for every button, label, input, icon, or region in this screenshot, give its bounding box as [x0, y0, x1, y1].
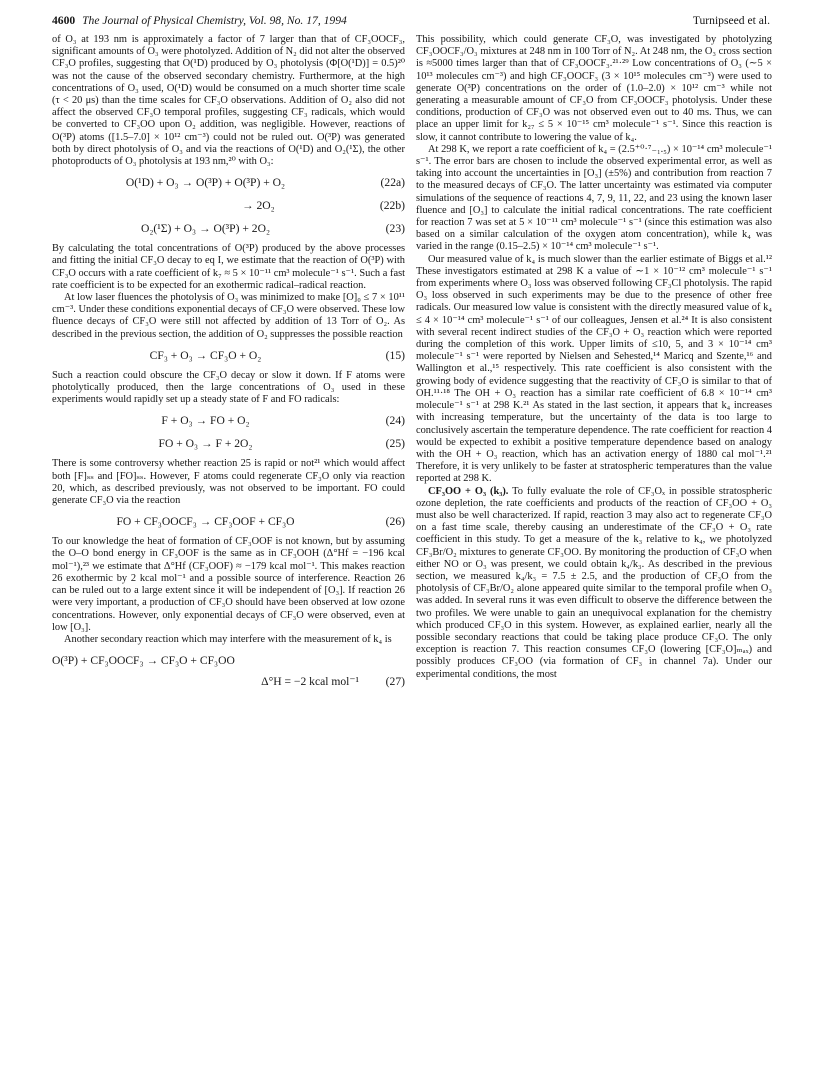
left-column: [52, 34, 405, 693]
paragraph: There is some controversy whether reaction 25 is rapid or not²¹ which would affect both [F]ₛₛ and [FO]ₛₛ. However, F atoms could regenerate CF₃O only via reaction 20, which, as described previously, was not observed to be important. FO could generate CF₃O via the reaction: [52, 458, 405, 507]
equation-27-enthalpy: [52, 670, 405, 693]
equation-25: [52, 432, 405, 455]
equation-expression: FO + CF₃OOCF₃ → CF₃OOF + CF₃O: [116, 515, 295, 529]
equation-22b: [52, 194, 405, 217]
paragraph: [416, 486, 772, 681]
equation-expression: Δ°H = −2 kcal mol⁻¹: [261, 675, 359, 689]
equation-22a: [52, 171, 405, 194]
page-number: 4600: [52, 14, 76, 27]
equation-number: (26): [385, 515, 405, 529]
equation-expression: → 2O₂: [242, 199, 275, 213]
equation-27: [52, 649, 405, 672]
equation-15: [52, 344, 405, 367]
paragraph: By calculating the total concentrations of O(³P) produced by the above processes and fitting the initial CF₃O decay to eq I, we estimate that the reaction of O(³P) with CF₃O occurs with a rate coefficient of k₇ ≈ 5 × 10⁻¹¹ cm³ molecule⁻¹ s⁻¹. Such a fast rate coefficient is to be expected for an exothermic radical–radical reaction.: [52, 243, 405, 291]
paragraph-body: To fully evaluate the role of CF₃Oₓ in possible stratospheric ozone depletion, the rate coefficients and products of the reaction of CF₃OO + O₃ must also be well characterized. If rapid, reaction 3 may also act to regenerate CF₃O on a fast time scale, thereby causing an underestimate of the CF₃O + O₃ rate coefficient in this study. To get a measure of the k₃ relative to k₄, we photolyzed CF₃Br/O₂ mixtures to generate CF₃OO. By monitoring the production of CF₃O when either NO or O₃ was present, we could obtain k₄/k₃. As described in the previous section, we measured k₄/k₃ = 7.5 ± 2.5, and the production of CF₃O from the photolysis of CF₃Br/O₂ alone appeared quite similar to the temporal profile when O₃ was added. In several runs it was even difficult to observe the difference between the two profiles. We were unable to gain an unequivocal explanation for the chemistry which produced CF₃O in this system. However, as explained earlier, nearly all the possible secondary reactions that could be taking place produce CF₃O. The only exception is reaction 7. This reaction consumes CF₃O (lowering [CF₃O]ₘₐₓ) and possibly produces CF₃OO (via formation of CF₃ in channel 7a). Under our experimental conditions, the most: [416, 485, 772, 680]
equation-expression: FO + O₃ → F + 2O₂: [158, 437, 253, 451]
running-authors: Turnipseed et al.: [692, 14, 770, 27]
right-column: [416, 34, 772, 681]
equation-number: (24): [385, 414, 405, 428]
paragraph: To our knowledge the heat of formation of CF₃OOF is not known, but by assuming the O–O bond energy in CF₃OOF is the same as in CF₃OOH (Δ°Hf = −196 kcal mol⁻¹),²³ we estimate that Δ°Hf (CF₃OOF) ≈ −179 kcal mol⁻¹. This makes reaction 26 exothermic by 2 kcal mol⁻¹ and a possible source of interference. Reaction 26 can be ruled out to a large extent since it will be independent of [O₃]. If reaction 26 were very important, a production of CF₃O should have been observed at low ozone concentrations. However, only exponential decays of CF₃O were observed, even at low [O₃].: [52, 536, 405, 633]
paragraph: At low laser fluences the photolysis of O₃ was minimized to make [O]₀ ≤ 7 × 10¹¹ cm⁻³. Under these conditions exponential decays of CF₃O were observed. These low fluence decays of CF₃O were still not affected by addition of 13 Torr of O₂. As described in the previous section, the addition of O₂ suppresses the possible reaction: [52, 292, 405, 340]
equation-number: (25): [385, 437, 405, 451]
equation-expression: CF₃ + O₃ → CF₃O + O₂: [149, 348, 262, 362]
section-run-in-heading: CF₃OO + O₃ (k₃).: [428, 485, 509, 497]
paragraph: of O₃ at 193 nm is approximately a factor of 7 larger than that of CF₃OOCF₃, significant amounts of O₃ were photolyzed. Addition of N₂ did not alter the observed CF₃O profiles, suggesting that O(¹D) produced by O₃ photolysis (Φ[O(¹D)] = 0.5)²⁰ was not the cause of the observed secondary chemistry. Furthermore, at the high concentrations of O₃ used, O(¹D) would be consumed on a much shorter time scale (τ < 20 μs) than the time scales for CF₃O observations. Addition of O₂ also did not affect the observed CF₃O temporal profiles, suggesting CF₃ radicals, which would be converted to CF₃OO upon O₂ addition, was negligible. However, reactions of O(³P) atoms ([1.5–7.0] × 10¹² cm⁻³) could not be ruled out. O(³P) was generated both by direct photolysis of O₃ and via the reactions of O(¹D) and O₂(¹Σ), the other photoproducts of O₃ photolysis at 193 nm,²⁰ with O₃:: [52, 34, 405, 168]
equation-number: (22a): [380, 176, 405, 190]
equation-number: (27): [385, 675, 405, 689]
equation-number: (23): [385, 222, 405, 236]
running-header: [52, 12, 770, 30]
equation-expression: O₂(¹Σ) + O₃ → O(³P) + 2O₂: [140, 222, 271, 236]
paragraph: Such a reaction could obscure the CF₃O decay or slow it down. If F atoms were photolytically produced, then the large concentrations of O₃ used in these experiments would rapidly set up a steady state of F and FO radicals:: [52, 369, 405, 406]
journal-title: The Journal of Physical Chemistry, Vol. 98, No. 17, 1994: [82, 14, 347, 27]
equation-26: [52, 510, 405, 533]
equation-expression: F + O₃ → FO + O₂: [161, 414, 250, 428]
equation-number: (22b): [379, 199, 405, 213]
equation-number: (15): [385, 348, 405, 362]
paragraph: At 298 K, we report a rate coefficient of k₄ = (2.5⁺⁰·⁷₋₁.₅) × 10⁻¹⁴ cm³ molecule⁻¹ s⁻¹. The error bars are chosen to include the observed experimental error, as well as taking into account the uncertainties in [O₃] (±5%) and contribution from reaction 7 to the measured decays of CF₃O. The latter uncertainty was estimated via computer simulations of the sequence of reactions 4, 7, 9, 11, 22, and 23 using the known laser fluence and [O₃] to calculate the initial radical concentrations. The rate coefficient for reaction 7 was set at 5 × 10⁻¹¹ cm³ molecule⁻¹ s⁻¹ (since this estimation was also based on a similar calculation of the oxygen atom concentration), while k₄ was varied in the range (0.15–2.5) × 10⁻¹⁴ cm³ molecule⁻¹ s⁻¹.: [416, 143, 772, 253]
equation-24: [52, 409, 405, 432]
paragraph: Our measured value of k₄ is much slower than the earlier estimate of Biggs et al.¹² These investigators estimated at 298 K a value of ∼1 × 10⁻¹² cm³ molecule⁻¹ s⁻¹ from experiments where O₃ loss was observed following CF₃Cl photolysis. The rapid O₃ loss observed in such experiments may be due to the presence of other free radicals. Our measured low value is consistent with the directly measured value of k₄ ≤ 4 × 10⁻¹⁴ cm³ molecule⁻¹ s⁻¹ of our colleagues, Jensen et al.²⁴ It is also consistent with several recent indirect studies of the CF₃O + O₃ reaction which were reported during the completion of this work. Upper limits of ≤10, 5, and 3 × 10⁻¹⁴ cm³ molecule⁻¹ s⁻¹ were reported by Nielsen and Sehested,¹⁴ Maricq and Szente,¹⁶ and Wallington et al.,¹⁵ respectively. This rate coefficient is also consistent with the growing body of evidence suggesting that the reactivity of CF₃O is similar to that of OH.¹¹·¹⁸ The OH + O₃ reaction has a similar rate coefficient of 6.8 × 10⁻¹⁴ cm³ molecule⁻¹ s⁻¹ at 298 K.²¹ As stated in the last section, it appears that k₄ increases with increasing temperature, but the uncertainty of the data is too large to conclusively ascertain the temperature dependence. The rate coefficient for reaction 4 would be expected to exhibit a positive temperature dependence based on analogy with the OH + O₃ reaction, which has an activation energy of 1880 cal mol⁻¹.²¹ Therefore, it is very unlikely to be faster at stratospheric temperatures than the value reported at 298 K.: [416, 253, 772, 485]
paragraph: This possibility, which could generate CF₃O, was investigated by photolyzing CF₃OOCF₃/O₃ mixtures at 248 nm in 100 Torr of N₂. At 248 nm, the O₃ cross section is ≈5000 times larger than that of CF₃OOCF₃.²¹·²⁹ Low concentrations of O₃ (∼5 × 10¹³ molecules cm⁻³) and high CF₃OOCF₃ (3 × 10¹⁵ molecules cm⁻³) were used to generate O(³P) concentrations on the order of (1.0–2.0) × 10¹² cm⁻³ while not generating a measurable amount of CF₃O from CF₃OOCF₃ photolysis. Under these conditions, production of CF₃O was not observed even out to 40 ms. Thus, we can place an upper limit for k₂₇ ≤ 5 × 10⁻¹⁵ cm³ molecule⁻¹ s⁻¹. Since this reaction is slow, it cannot contribute to lowering the value of k₄.: [416, 34, 772, 143]
equation-expression: O(¹D) + O₃ → O(³P) + O(³P) + O₂: [125, 176, 286, 190]
paragraph: Another secondary reaction which may interfere with the measurement of k₄ is: [64, 633, 392, 645]
equation-23: [52, 217, 405, 240]
equation-expression: O(³P) + CF₃OOCF₃ → CF₃O + CF₃OO: [52, 654, 235, 668]
